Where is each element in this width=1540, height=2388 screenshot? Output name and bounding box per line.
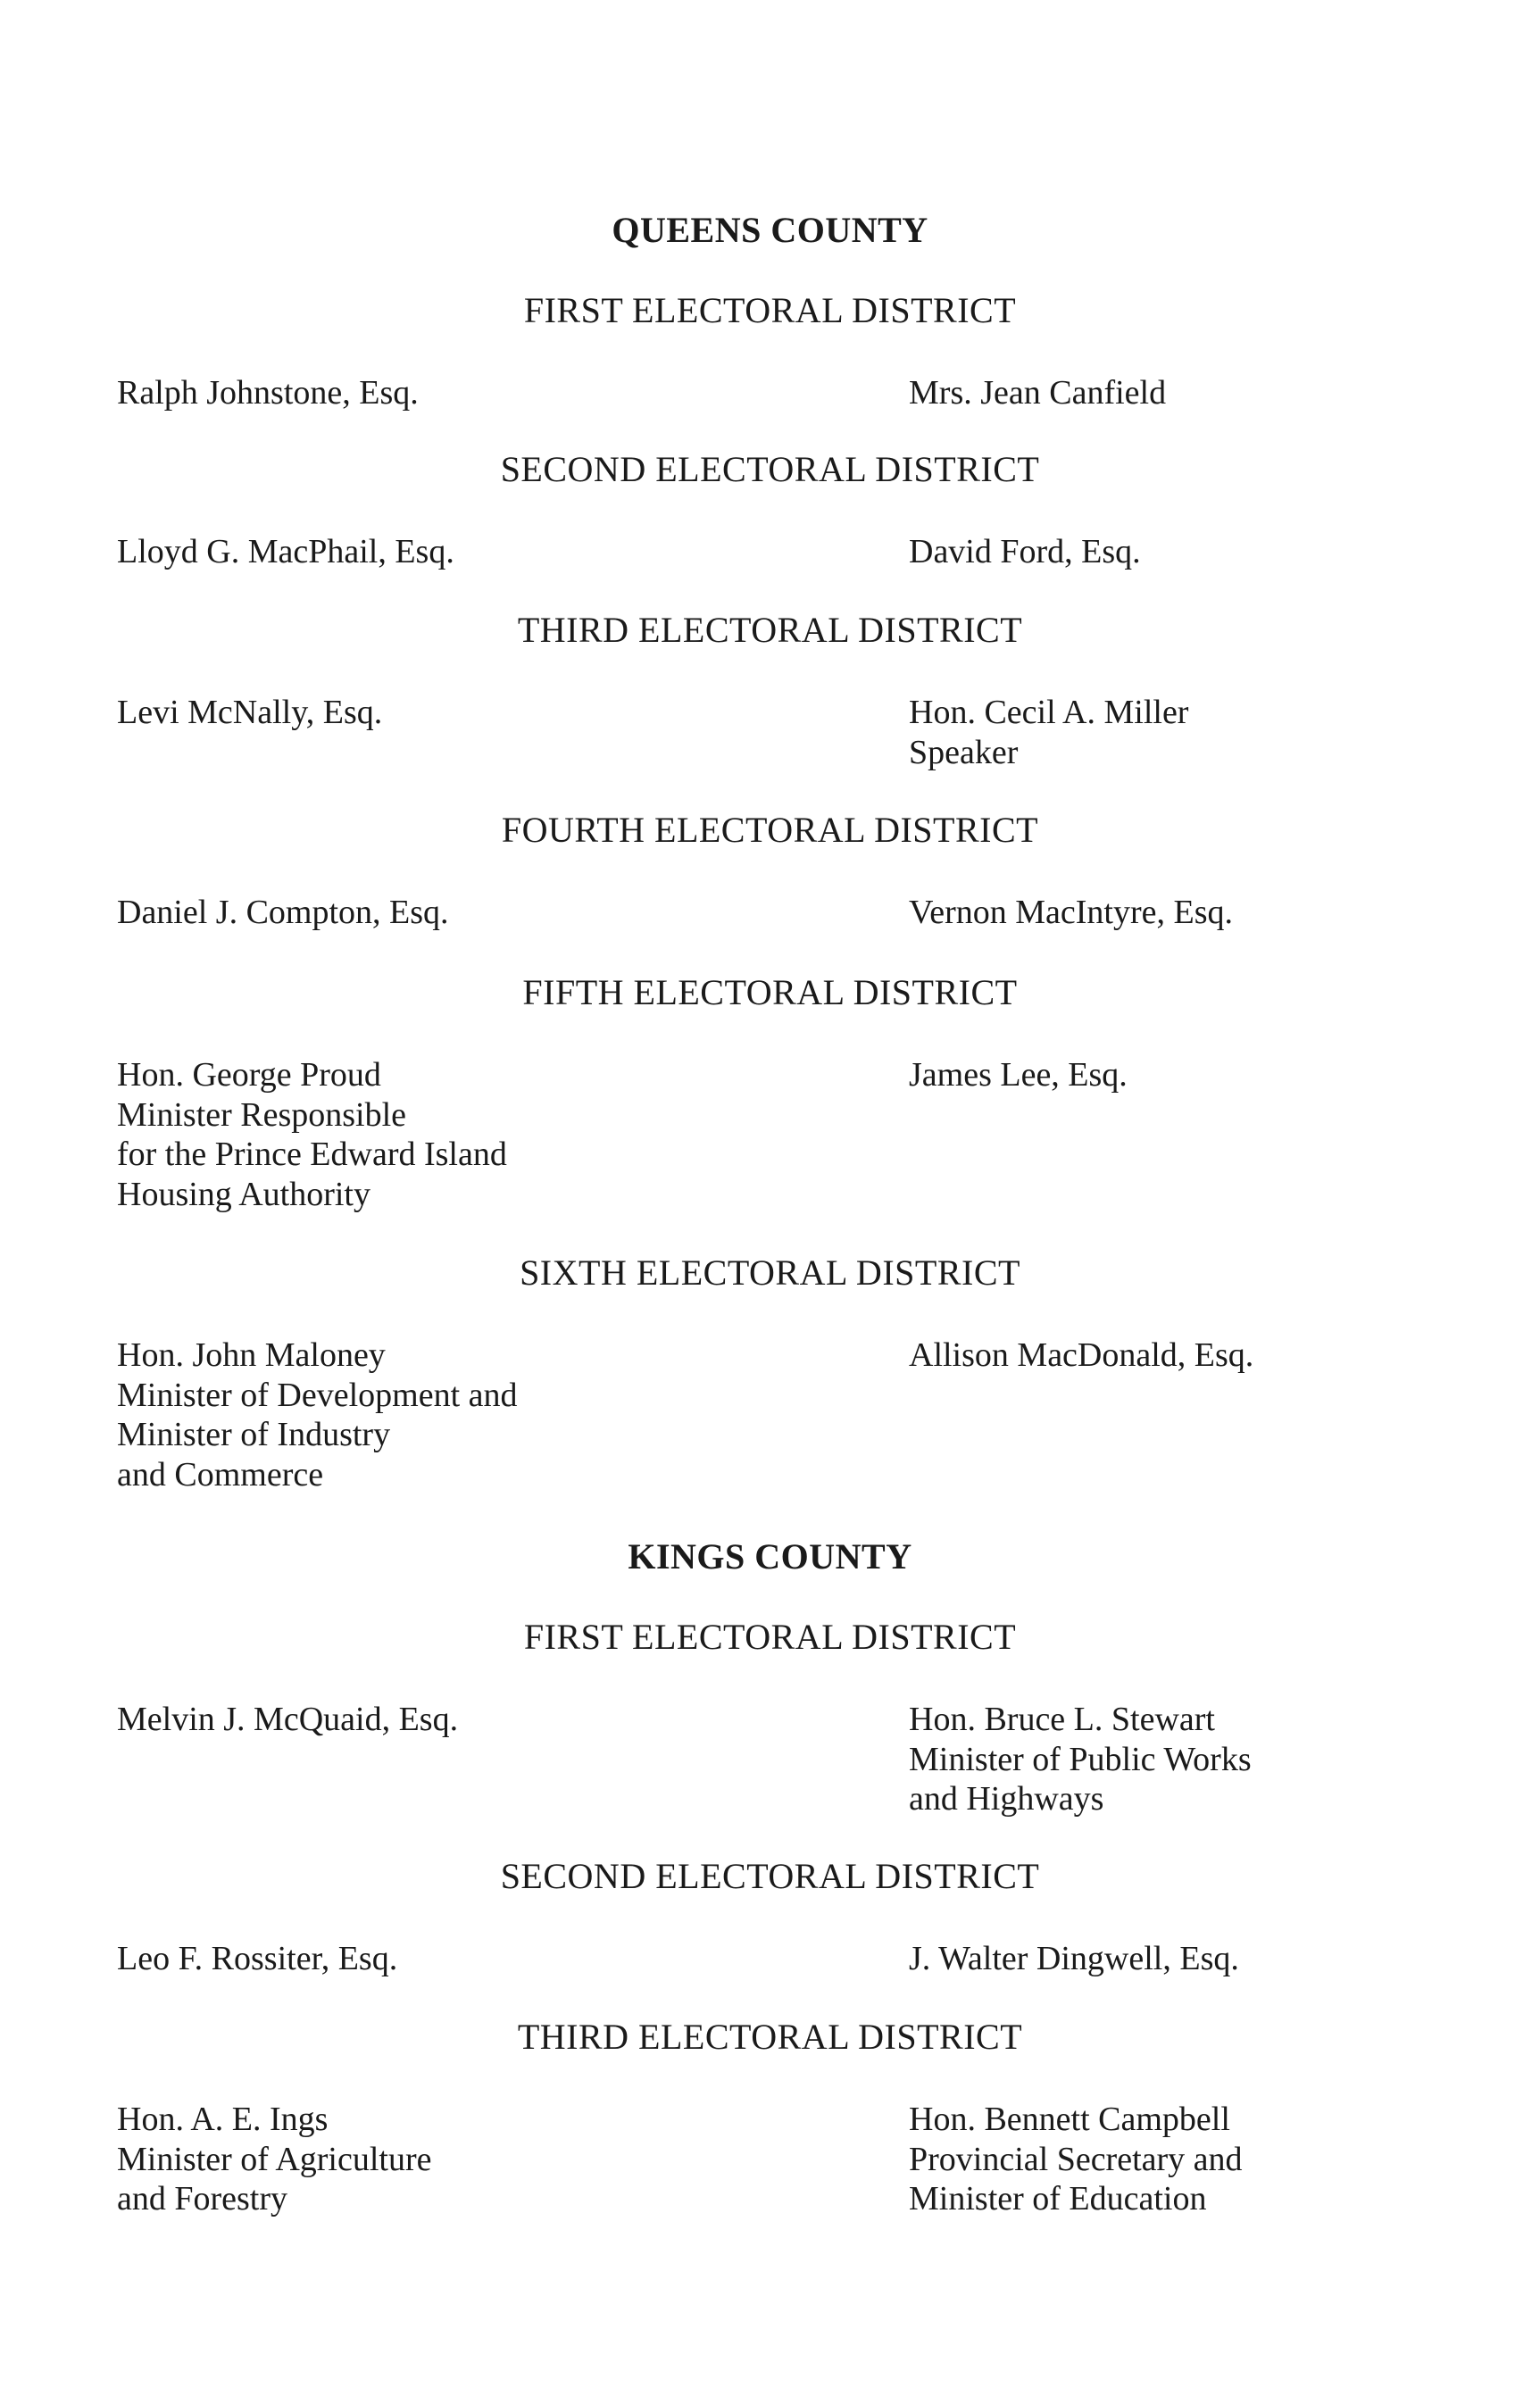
district-heading: FIFTH ELECTORAL DISTRICT <box>522 972 1018 1012</box>
district-heading: THIRD ELECTORAL DISTRICT <box>517 610 1023 650</box>
member-right <box>909 373 1166 413</box>
member-line: Hon. George Proud <box>117 1056 381 1094</box>
member-line: Ralph Johnstone, Esq. <box>117 374 419 412</box>
member-line: J. Walter Dingwell, Esq. <box>909 1940 1239 1977</box>
member-line: Hon. Bruce L. Stewart <box>909 1701 1215 1738</box>
member-line: Minister of Industry <box>117 1416 391 1453</box>
member-left <box>117 1700 458 1740</box>
member-line: Provincial Secretary and <box>909 2140 1243 2178</box>
member-line: Speaker <box>909 733 1019 771</box>
member-right <box>909 1335 1253 1376</box>
district-heading: SECOND ELECTORAL DISTRICT <box>500 1856 1040 1896</box>
member-line: Hon. A. E. Ings <box>117 2101 329 2138</box>
member-line: Hon. Cecil A. Miller <box>909 694 1189 731</box>
member-left <box>117 2100 431 2219</box>
member-right <box>909 693 1188 772</box>
district-heading: FIRST ELECTORAL DISTRICT <box>523 1617 1017 1657</box>
member-line: and Highways <box>909 1780 1104 1818</box>
member-line: Mrs. Jean Canfield <box>909 374 1167 412</box>
district-heading: FOURTH ELECTORAL DISTRICT <box>501 810 1039 850</box>
district-heading: SECOND ELECTORAL DISTRICT <box>500 449 1040 489</box>
district-heading: THIRD ELECTORAL DISTRICT <box>517 2017 1023 2057</box>
member-line: Leo F. Rossiter, Esq. <box>117 1940 398 1977</box>
member-left <box>117 1335 518 1494</box>
member-left <box>117 373 419 413</box>
county-title-kings: KINGS COUNTY <box>628 1536 912 1577</box>
member-line: David Ford, Esq. <box>909 533 1141 570</box>
member-line: Vernon MacIntyre, Esq. <box>909 894 1234 931</box>
member-line: Levi McNally, Esq. <box>117 694 383 731</box>
member-line: Minister of Education <box>909 2180 1207 2217</box>
member-line: Minister Responsible <box>117 1095 407 1134</box>
member-left <box>117 693 382 733</box>
member-right <box>909 2100 1243 2219</box>
member-right <box>909 893 1233 933</box>
member-left <box>117 893 449 933</box>
member-line: and Forestry <box>117 2180 288 2217</box>
member-line: Allison MacDonald, Esq. <box>909 1336 1254 1374</box>
member-left <box>117 1939 397 1979</box>
member-line: for the Prince Edward Island <box>117 1136 507 1173</box>
member-right <box>909 1700 1252 1819</box>
member-left <box>117 532 454 572</box>
district-heading: SIXTH ELECTORAL DISTRICT <box>520 1252 1020 1293</box>
member-line: Melvin J. McQuaid, Esq. <box>117 1701 459 1738</box>
member-line: James Lee, Esq. <box>909 1056 1128 1094</box>
member-left <box>117 1055 507 1214</box>
member-line: Daniel J. Compton, Esq. <box>117 894 449 931</box>
member-right <box>909 532 1141 572</box>
district-heading: FIRST ELECTORAL DISTRICT <box>523 290 1017 330</box>
member-line: Housing Authority <box>117 1175 370 1213</box>
member-line: Minister of Public Works <box>909 1740 1252 1778</box>
member-line: and Commerce <box>117 1455 324 1494</box>
member-right <box>909 1939 1239 1979</box>
member-line: Minister of Agriculture <box>117 2140 432 2178</box>
county-title-queens: QUEENS COUNTY <box>612 210 928 250</box>
member-right <box>909 1055 1128 1095</box>
member-line: Lloyd G. MacPhail, Esq. <box>117 533 454 570</box>
member-line: Minister of Development and <box>117 1376 518 1414</box>
member-line: Hon. John Maloney <box>117 1336 386 1374</box>
member-line: Hon. Bennett Campbell <box>909 2101 1230 2138</box>
